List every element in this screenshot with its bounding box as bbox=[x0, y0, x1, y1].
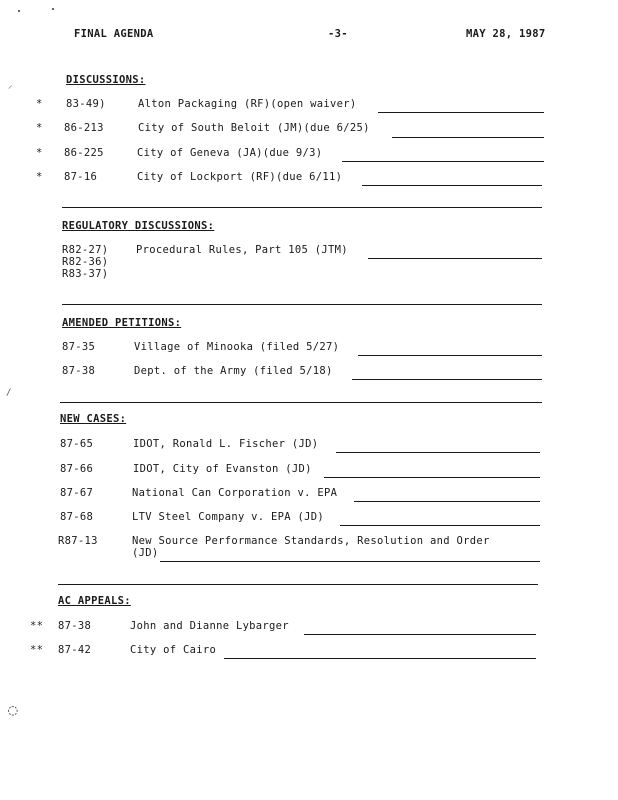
item-description-continued: (JD) bbox=[132, 547, 159, 559]
scan-mark: ⸝ bbox=[8, 81, 13, 91]
fill-line bbox=[362, 185, 542, 186]
fill-line bbox=[352, 379, 542, 380]
docket-number: 86-225 bbox=[64, 147, 104, 159]
section-divider bbox=[62, 304, 542, 305]
docket-number: 83-49) bbox=[66, 98, 106, 110]
item-description: New Source Performance Standards, Resolution and Order bbox=[132, 535, 490, 547]
item-description: IDOT, City of Evanston (JD) bbox=[133, 463, 312, 475]
item-marker: * bbox=[36, 98, 43, 110]
docket-number: 87-68 bbox=[60, 511, 94, 523]
docket-number: 87-38 bbox=[62, 365, 96, 377]
header-title: FINAL AGENDA bbox=[74, 28, 154, 40]
item-description: Procedural Rules, Part 105 (JTM) bbox=[136, 244, 348, 256]
docket-number: 87-38 bbox=[58, 620, 92, 632]
section-discussions-title: DISCUSSIONS: bbox=[66, 74, 146, 86]
docket-number: R87-13 bbox=[58, 535, 98, 547]
fill-line bbox=[324, 477, 540, 478]
scan-speck bbox=[52, 8, 54, 10]
fill-line bbox=[336, 452, 540, 453]
fill-line bbox=[342, 161, 544, 162]
docket-number: 87-42 bbox=[58, 644, 92, 656]
docket-number: R82-27) bbox=[62, 244, 109, 256]
hole-punch-mark: ◌ bbox=[8, 700, 18, 719]
fill-line bbox=[304, 634, 536, 635]
scan-speck bbox=[18, 10, 20, 12]
fill-line bbox=[358, 355, 542, 356]
item-marker: * bbox=[36, 122, 43, 134]
docket-number: 87-65 bbox=[60, 438, 94, 450]
section-divider bbox=[58, 584, 538, 585]
item-description: Alton Packaging (RF)(open waiver) bbox=[138, 98, 357, 110]
item-description: City of Lockport (RF)(due 6/11) bbox=[137, 171, 343, 183]
section-new-cases-title: NEW CASES: bbox=[60, 413, 127, 425]
fill-line bbox=[392, 137, 544, 138]
item-description: John and Dianne Lybarger bbox=[130, 620, 289, 632]
item-marker: * bbox=[36, 171, 43, 183]
docket-number: 87-66 bbox=[60, 463, 94, 475]
section-divider bbox=[62, 207, 542, 208]
docket-number: R83-37) bbox=[62, 268, 109, 280]
docket-number: 87-35 bbox=[62, 341, 96, 353]
item-description: National Can Corporation v. EPA bbox=[132, 487, 338, 499]
item-marker: ** bbox=[30, 620, 44, 632]
fill-line bbox=[378, 112, 544, 113]
section-divider bbox=[60, 402, 542, 403]
fill-line bbox=[354, 501, 540, 502]
fill-line bbox=[224, 658, 536, 659]
fill-line bbox=[160, 561, 540, 562]
item-description: Village of Minooka (filed 5/27) bbox=[134, 341, 340, 353]
docket-number: 86-213 bbox=[64, 122, 104, 134]
item-description: IDOT, Ronald L. Fischer (JD) bbox=[133, 438, 319, 450]
fill-line bbox=[368, 258, 542, 259]
section-ac-appeals-title: AC APPEALS: bbox=[58, 595, 131, 607]
docket-number: 87-16 bbox=[64, 171, 98, 183]
section-amended-title: AMENDED PETITIONS: bbox=[62, 317, 182, 329]
section-regulatory-title: REGULATORY DISCUSSIONS: bbox=[62, 220, 215, 232]
item-description: City of South Beloit (JM)(due 6/25) bbox=[138, 122, 370, 134]
docket-number: 87-67 bbox=[60, 487, 94, 499]
docket-number: R82-36) bbox=[62, 256, 109, 268]
item-description: LTV Steel Company v. EPA (JD) bbox=[132, 511, 325, 523]
fill-line bbox=[340, 525, 540, 526]
header-date: MAY 28, 1987 bbox=[466, 28, 546, 40]
item-description: City of Geneva (JA)(due 9/3) bbox=[137, 147, 323, 159]
item-description: City of Cairo bbox=[130, 644, 217, 656]
item-description: Dept. of the Army (filed 5/18) bbox=[134, 365, 333, 377]
item-marker: * bbox=[36, 147, 43, 159]
item-marker: ** bbox=[30, 644, 44, 656]
scan-mark: / bbox=[6, 388, 12, 398]
page-number: -3- bbox=[328, 28, 348, 40]
